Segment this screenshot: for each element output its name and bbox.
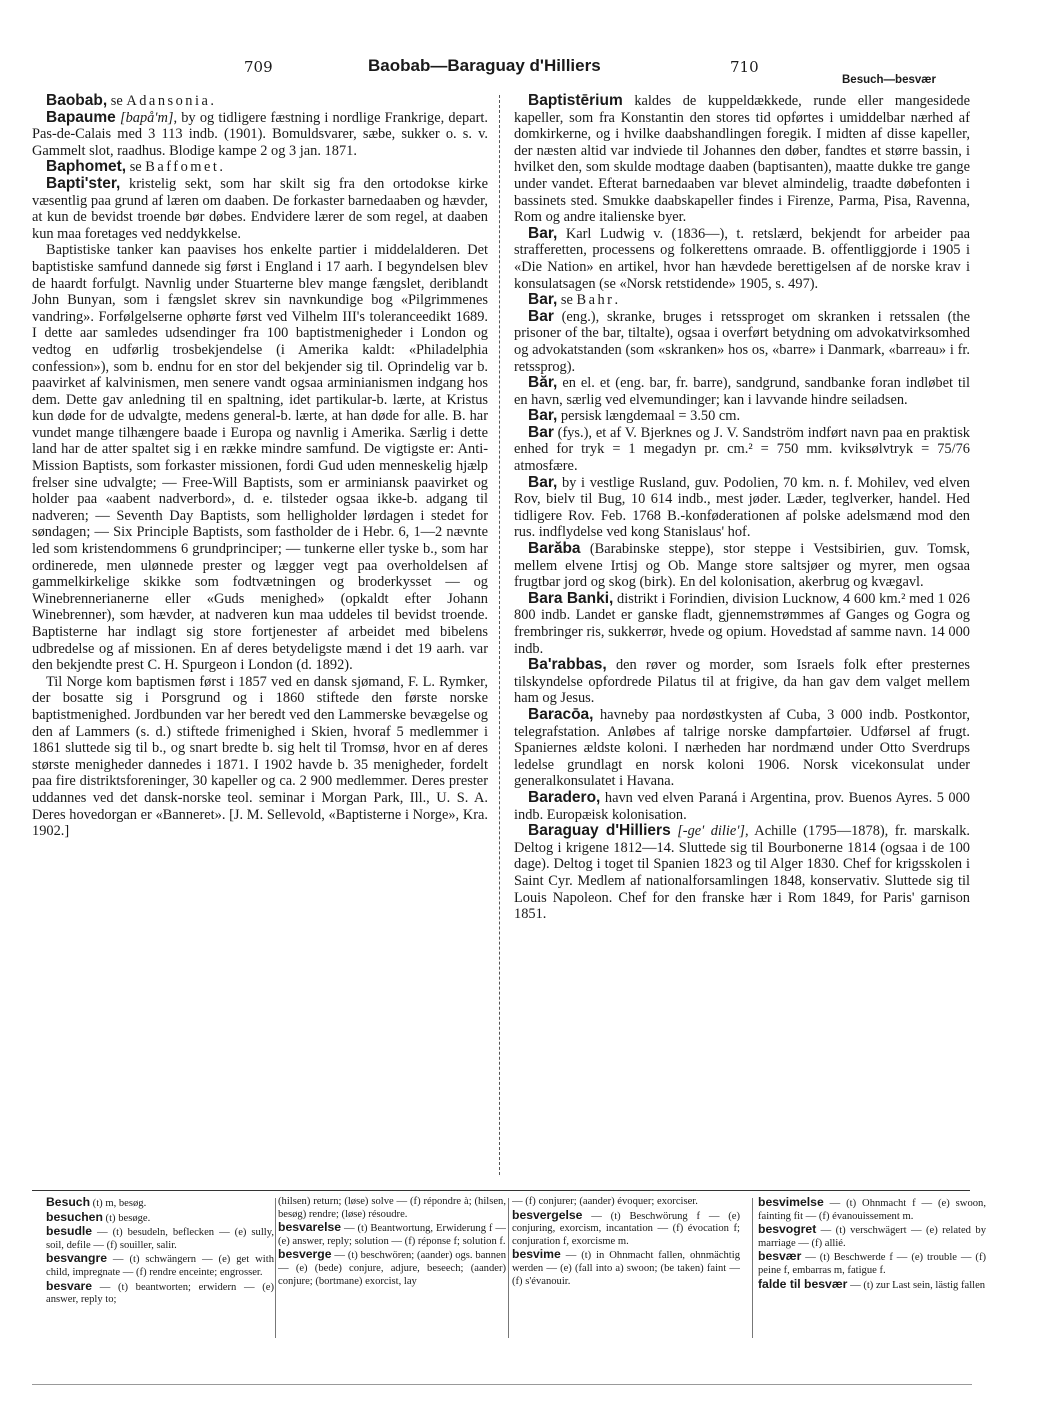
glossary-translation: — (t) schwängern — (e) get with child, impregnate — (f) rendre enceinte; engrosser.: [46, 1254, 274, 1278]
entry-text: persisk længdemaal = 3.50 cm.: [557, 408, 741, 425]
headword: Bar: [528, 423, 554, 441]
headword: Bar,: [528, 473, 558, 491]
glossary-rule: [32, 1190, 970, 1191]
headword: Baptistērium: [528, 93, 623, 109]
dictionary-entry: [514, 657, 970, 707]
glossary-translation: (hilsen) return; (løse) solve — (f) répondre à; (hilsen, besøg) rendre; (løse) résoudre.: [278, 1196, 506, 1220]
entry-text: kristelig sekt, som har skilt sig fra den ortodokse kirke væsentlig paa grund af læren om daaben. De forkaster barnedaaben og hævder, at kun de bevidst troende bør døbes. Endvidere lærer de som regel, at daaben kun maa foretages ved neddykkelse.: [32, 175, 488, 242]
glossary-translation: — (t) verschwägert — (e) related by marriage — (f) allié.: [758, 1225, 986, 1249]
headword: Baraguay d'Hilliers: [528, 822, 671, 840]
glossary-entry: [46, 1196, 274, 1211]
headword: Bar: [528, 307, 554, 325]
glossary-divider: [752, 1198, 753, 1338]
glossary-translation: — (t) Beschwerde f — (e) trouble — (f) peine f, embarras m, fatigue f.: [758, 1252, 986, 1276]
glossary-headword: besvare: [46, 1278, 93, 1293]
dictionary-entry: [514, 591, 970, 657]
headword: Baradero,: [528, 788, 601, 806]
glossary-headword: besuchen: [46, 1209, 103, 1224]
entry-text: se: [126, 159, 146, 176]
entry-text: .: [219, 159, 223, 176]
cross-reference: Bahr: [576, 292, 615, 309]
dictionary-entry: [514, 309, 970, 375]
glossary-headword: besvarelse: [278, 1220, 342, 1235]
dictionary-entry: [514, 292, 970, 309]
headword: Bar,: [528, 224, 558, 242]
headword: Baobab,: [46, 93, 108, 109]
right-column: [514, 93, 970, 1183]
glossary-entry: [46, 1225, 274, 1252]
running-title: Baobab—Baraguay d'Hilliers: [368, 56, 601, 75]
glossary-divider: [275, 1198, 276, 1338]
glossary-translation: — (t) Beschwörung f — (e) conjuring, exorcism, incantation — (f) évocation f; conjuration f, exorcisme m.: [512, 1210, 740, 1247]
dictionary-entry: [32, 93, 488, 110]
glossary-entry: [278, 1221, 506, 1248]
pronunciation: [-ge' dilie']: [670, 823, 745, 840]
glossary-column-1: [46, 1196, 274, 1346]
glossary-divider: [508, 1198, 509, 1338]
glossary-entry: [758, 1223, 986, 1250]
glossary-entry: [758, 1250, 986, 1277]
glossary-headword: besvime: [512, 1247, 561, 1262]
glossary-translation: — (t) in Ohnmacht fallen, ohnmächtig werden — (e) (fall into a) swoon; (be taken) faint — (f) s'évanouir.: [512, 1250, 740, 1287]
entry-text: se: [107, 93, 127, 109]
glossary-headword: besvogret: [758, 1222, 817, 1237]
glossary-translation: — (t) Ohnmacht f — (e) swoon, fainting fit — (f) évanouissement m.: [758, 1198, 986, 1222]
glossary-headword: besvangre: [46, 1251, 107, 1266]
dictionary-entry: [514, 707, 970, 790]
glossary-translation: — (t) beschwören; (aander) ogs. bannen — (e) (bede) conjure, adjure, beseech; (aander) conjure; (bortmane) exorcist, lay: [278, 1250, 506, 1287]
glossary-column-4: [758, 1196, 986, 1346]
column-divider: [499, 95, 500, 1175]
glossary-headword: besvergelse: [512, 1207, 583, 1222]
dictionary-entry: [514, 408, 970, 425]
entry-text: havneby paa nordøstkysten af Cuba, 3 000 indb. Postkontor, telegrafstation. Anløbes af talrige norske dampfartøier. Udførsel af frugt. Spaniernes ældste koloni. I nærheden har nordmænd under Otto Sverdrups ledelse grundlagt en norsk koloni 1906. Norsk vicekonsulat under generalkonsulatet i Havana.: [514, 706, 970, 790]
glossary-column-3: [512, 1196, 740, 1346]
cross-reference: Adansonia: [126, 93, 211, 109]
glossary-headword: Besuch: [46, 1196, 91, 1209]
entry-text: Karl Ludwig v. (1836—), t. retslærd, bekjendt for arbeider paa strafferetten, processens og folkerettens omraade. B. offentliggjorde i 1905 i «Die Nation» en artikel, hvor han hævdede berettigelsen af de norske krav i konsulatsagen (se «Norsk retstidende» 1905, s. 497).: [514, 225, 970, 292]
page-bottom-line: [32, 1384, 972, 1385]
glossary-entry: [758, 1278, 986, 1293]
entry-text: by i vestlige Rusland, guv. Podolien, 70 km. n. f. Mohilev, ved elven Rov, bielv til Bug, 10 614 indb., mest jøder. Læder, teglverker, handel. Hed tidligere Rov. Feb. 1768 B.-konføderationen af polske adelsmænd mod den rus. indflydelse ved kong Stanislaus' hof.: [514, 474, 970, 541]
headword: Bapti'ster,: [46, 174, 121, 192]
glossary-translation: — (t) beantworten; erwidern — (e) answer, reply to;: [46, 1281, 274, 1306]
entry-text: se: [557, 292, 577, 309]
entry-text: .: [614, 292, 619, 309]
glossary-entry: [46, 1211, 274, 1226]
dictionary-entry: [514, 93, 970, 226]
page-number-right: 710: [730, 58, 759, 76]
entry-text: havn ved elven Paraná i Argentina, prov. Buenos Ayres. 5 000 indb. Europæisk kolonisation.: [514, 789, 970, 823]
entry-text: (Barabinske steppe), stor steppe i Vestsibirien, guv. Tomsk, mellem elvene Irtisj og Ob. Mange store saltsjøer og myrer, men ogsaa frugtbar jord og skog (birk). En del kolonisation, akerbrug og kvægavl.: [514, 541, 970, 591]
entry-text: , Achille (1795—1878), fr. marskalk. Deltog i krigene 1812—14. Sluttede sig til Bourbonerne 1814 (ogsaa i de 100 dage). Deltog i toget til Spanien 1823 og til Alger 1830. Chef for krigsskolen i Saint Cyr. Medlem af nationalforsamlingen 1848, konservativ. Sluttede sig til Louis Napoleon. Chef for den franske hær i Rom 1849, for Paris' garnison 1851.: [514, 823, 970, 923]
pronunciation: [bapå'm]: [115, 109, 174, 126]
dictionary-entry: [32, 176, 488, 242]
glossary-column-2: [278, 1196, 506, 1346]
headword: Ba'rabbas,: [528, 656, 607, 674]
dictionary-entry: [32, 159, 488, 176]
glossary-translation: — (t) Beantwortung, Erwiderung f — (e) answer, reply; solution — (f) réponse f; solution f.: [278, 1223, 506, 1247]
headword: Băr,: [528, 374, 558, 392]
glossary-entry: [278, 1248, 506, 1288]
glossary-translation: — (t) zur Last sein, lästig fallen: [847, 1279, 986, 1291]
headword: Baphomet,: [46, 158, 127, 176]
entry-text: kaldes de kuppeldækkede, runde eller mangesidede kapeller, som fra Konstantin den stores tid opførtes i umiddelbar nærhed af domkirkerne, og i hvilke daabshandlingen foregik. I midten af disse kapeller, der næsten altid var indviede til Johannes den døber, fandtes et større bassin, i hvilket den, som skulde modtage daaben (baptisanten), maatte dukke tre gange under vandet. Efterat barnedaaben var blevet almindelig, traadte døbefonten i bassinets sted. Smukke daabskapeller findes i Firenze, Parma, Pisa, Ravenna, Rom og andre italienske byer.: [514, 93, 970, 226]
entry-text: en el. et (eng. bar, fr. barre), sandgrund, sandbanke foran indløbet til en havn, særlig ved elvemundinger; kan i lavvande hindre seiladsen.: [514, 375, 970, 408]
glossary-entry: [278, 1196, 506, 1221]
dictionary-entry: [32, 110, 488, 160]
glossary: [46, 1196, 986, 1346]
headword: Bar,: [528, 291, 558, 309]
glossary-headword: besverge: [278, 1247, 332, 1262]
dictionary-entry: [514, 790, 970, 823]
headword: Bapaume: [46, 108, 116, 126]
entry-text: distrikt i Forindien, division Lucknow, 4 600 km.² med 1 026 800 indb. Landet er ganske fladt, gjennemstrømmes af Ganges og Gogra og frembringer ris, sukkerrør, hvede og opium. Hovedstad af samme navn. 14 000 indb.: [514, 590, 970, 657]
dictionary-entry: [514, 375, 970, 408]
left-column: [32, 93, 488, 1183]
glossary-headword: besvær: [758, 1249, 802, 1264]
headword: Bar,: [528, 407, 558, 425]
glossary-entry: [512, 1209, 740, 1249]
glossary-entry: [758, 1196, 986, 1223]
glossary-headword: besudle: [46, 1224, 93, 1239]
cross-reference: Baffomet: [145, 159, 220, 176]
headword: Bara Banki,: [528, 589, 614, 607]
glossary-range: Besuch—besvær: [842, 74, 936, 86]
glossary-translation: — (t) besudeln, beflecken — (e) sully, soil, defile — (f) souiller, salir.: [46, 1227, 274, 1251]
dictionary-entry: [514, 823, 970, 923]
glossary-translation: (t) besøge.: [102, 1212, 151, 1224]
page-number-left: 709: [244, 58, 273, 76]
dictionary-entry: [514, 425, 970, 475]
entry-text: (eng.), skranke, bruges i retssproget om skranken i retssalen (the prisoner of the bar, tiltalte), ogsaa i overført betydning om advokatvirksomhed og advokatstanden (som «skranken» hos os, «barre» i Danmark, «barreau» i fr. retssprog).: [514, 308, 970, 375]
headword: Baracōa,: [528, 705, 594, 723]
entry-text: .: [210, 93, 214, 109]
dictionary-entry: [514, 475, 970, 541]
headword: Barăba: [528, 540, 581, 558]
glossary-translation: — (f) conjurer; (aander) évoquer; exorciser.: [512, 1196, 698, 1207]
glossary-entry: [512, 1248, 740, 1288]
dictionary-entry: [514, 541, 970, 591]
dictionary-entry: [514, 226, 970, 292]
entry-text: (fys.), et af V. Bjerknes og J. V. Sandström indført navn paa en praktisk enhed for tryk = 1 megadyn pr. cm.² = 750 mm. kviksølvtryk = 75/76 atmosfære.: [514, 424, 970, 475]
entry-text: den røver og morder, som Israels folk efter presternes tilskyndelse opfordrede Pilatus til at frigive, da han gav dem valget mellem ham og Jesus.: [514, 657, 970, 707]
glossary-entry: [46, 1280, 274, 1307]
glossary-entry: [46, 1252, 274, 1279]
body-paragraph: Til Norge kom baptismen først i 1857 ved en dansk sjømand, F. L. Rymker, der bosatte sig i Porsgrund og i 1860 stiftede den første norske baptistmenighed. Jordbunden var her beredt ved den Lammerske bevægelse og den af Lammers (s. d.) stiftede frimenighed i Skien, hvoraf 5 medlemmer i 1861 sluttede sig til b., og snart bredte b. sig helt til Tromsø, hvor en af deres største menigheder dannedes i 1871. I 1902 havde b. 35 menigheder, fordelt paa fire distriktsforeninger, 30 kapeller og ca. 2 900 medlemmer. Deres prester uddannes ved det dansk-norske teol. seminar i Morgan Park, Ill., U. S. A. Deres hovedorgan er «Banneret». [J. M. Sellevold, «Baptisterne i Norge», Kra. 1902.]: [32, 673, 488, 840]
entry-text: , by og tidligere fæstning i nordlige Frankrige, depart. Pas-de-Calais med 3 113 indb. (1901). Bomuldsvarer, sæbe, sukker o. s. v. Gammelt slot, raadhus. Blodige kampe 2 og 3 jan. 1871.: [32, 109, 488, 159]
glossary-translation: (t) m, besøg.: [90, 1198, 147, 1209]
glossary-headword: falde til besvær: [758, 1276, 848, 1291]
body-paragraph: Baptistiske tanker kan paavises hos enkelte partier i middelalderen. Det baptistiske samfund dannede sig først i England i 17 aarh. I begyndelsen blev de haardt forfulgt. Navnlig under Stuarterne blev mange fængslet, deriblandt John Bunyan, som i fængslet skrev sin navnkundige bog «Pilgrimmenes vandring». Forfølgelserne ophørte først ved Vilhelm III's toleranceedikt 1689. I dette aar samledes udsendinger fra 100 baptistmenigheder i London og vedtog en udførlig trosbekjendelse (i Amerika kaldt: «Philadelphia confession»), som b. endnu for en stor del bekjender sig til. Oprindelig var b. paavirket af kalvinismen, men senere vandt ogsaa arminianismen indgang hos dem. Dette gav anledning til en spaltning, idet partikular-b. lærte, at Kristus kun døde for de udvalgte, medens general-b. lærte, at han døde for alle. B. har vundet mange tilhængere baade i Europa og navnlig i Amerika. Særlig i dette land har de atter spaltet sig i en række mindre samfund. De vigtigste er: Anti-Mission Baptists, som forkaster missionen, fordi Gud uden menneskelig hjælp frelser sine udvalgte; — Free-Will Baptists, som er arminiansk paavirket og holder paa «aabent nadverbord», d. e. tilsteder ogsaa ikke-b. adgang til nadveren; — Seventh Day Baptists, som helligholder lørdagen i stedet for søndagen; — Six Principle Baptists, som fastholder de i Hebr. 6, 1—2 nævnte led som kristendommens 6 grundprinciper; — tunkerne eller tyske b., som har ordinerede, men ulønnede prester og lægger vegt paa overholdelsen af gammelkirkelige skikke som fodtvætningen og broderkysset — og Winebrennerianerne eller «Guds menighed» (opkaldt efter Johann Winebrenner), som hævder, at nadveren kun maa uddeles til bevidst troende. Baptisterne har indlagt sig store fortjenester af arbeidet med bibelens udbredelse og af missionen. En af deres betydeligste mænd i det 19 aarh. var den bekjendte prest C. H. Spurgeon i London (d. 1892).: [32, 242, 488, 674]
glossary-headword: besvimelse: [758, 1196, 824, 1209]
